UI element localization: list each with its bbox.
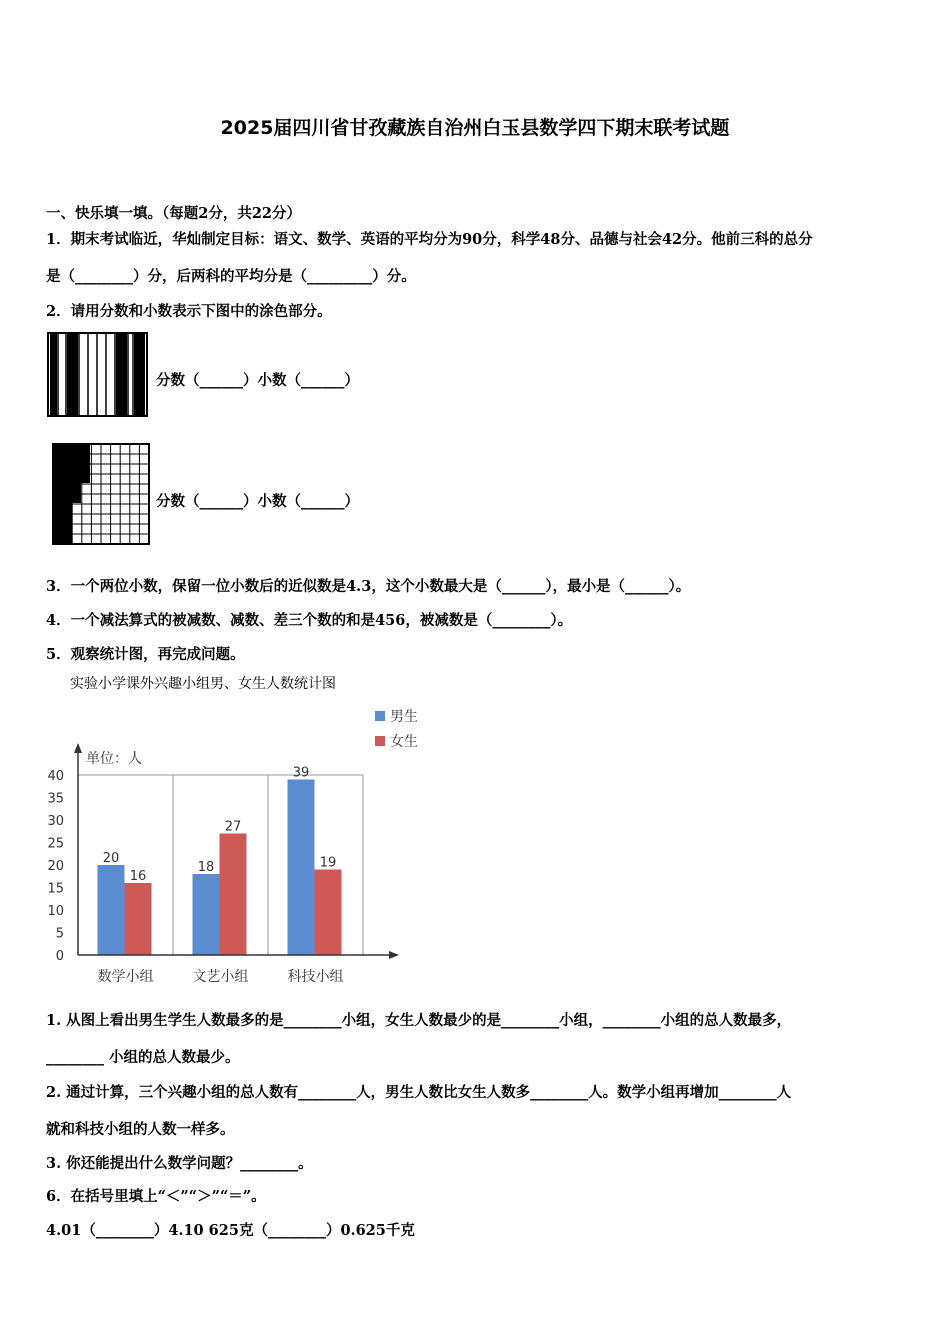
y-tick-label: 40 [47, 769, 64, 784]
question-2-text: 2．请用分数和小数表示下图中的涂色部分。 [46, 303, 332, 320]
legend-swatch [375, 736, 385, 746]
question-5-sub2-line-2: 就和科技小组的人数一样多。 [46, 1121, 235, 1138]
bar-girls [125, 883, 152, 955]
stripe-figure [47, 332, 149, 418]
x-axis-arrow [389, 951, 399, 959]
question-6-items: 4.01（________）4.10 625克（________）0.625千克 [46, 1222, 415, 1239]
bar-boys [193, 874, 220, 955]
question-3: 3．一个两位小数，保留一位小数后的近似数是4.3，这个小数最大是（______），最小是（______）。 [46, 578, 691, 595]
bar-girls [315, 870, 342, 956]
bar-chart [40, 705, 440, 995]
shaded-stripe [116, 334, 127, 415]
bar-value-label: 20 [102, 851, 120, 866]
question-5-sub1-line-1: 1. 从图上看出男生学生人数最多的是________小组，女生人数最少的是________小组，________小组的总人数最多， [46, 1012, 792, 1029]
y-tick-label: 35 [47, 791, 64, 807]
bar-value-label: 16 [129, 869, 147, 884]
question-6-text: 6．在括号里填上“＜”“＞”“＝”。 [46, 1188, 266, 1205]
bar-boys [288, 780, 315, 956]
y-tick-label: 15 [47, 881, 64, 897]
question-5-sub3: 3. 你还能提出什么数学问题？________。 [46, 1155, 313, 1172]
y-tick-label: 25 [47, 836, 64, 852]
bar-value-label: 18 [197, 860, 215, 875]
chart-title: 实验小学课外兴趣小组男、女生人数统计图 [70, 676, 336, 692]
y-axis-arrow [74, 743, 82, 753]
page-title: 2025届四川省甘孜藏族自治州白玉县数学四下期末联考试题 [220, 117, 730, 139]
shaded-stripe [50, 334, 57, 415]
shaded-stripe [134, 334, 145, 415]
bar-value-label: 39 [292, 765, 310, 781]
question-4: 4．一个减法算式的被减数、减数、差三个数的和是456，被减数是（________）。 [46, 612, 573, 629]
grid-figure [52, 443, 150, 545]
y-tick-label: 30 [47, 814, 64, 829]
legend-label: 女生 [390, 734, 418, 750]
question-1-line-1: 1．期末考试临近，华灿制定目标：语文、数学、英语的平均分为90分，科学48分、品德与社会42分。他前三科的总分 [46, 231, 813, 248]
legend-swatch [375, 711, 385, 721]
x-category-label: 文艺小组 [192, 969, 249, 985]
y-tick-label: 10 [47, 904, 64, 919]
y-axis-unit-label: 单位：人 [86, 751, 142, 767]
bar-value-label: 27 [224, 819, 242, 835]
section-heading: 一、快乐填一填。（每题2分，共22分） [46, 205, 302, 222]
x-category-label: 数学小组 [97, 969, 154, 985]
question-5-sub1-line-2: ________ 小组的总人数最少。 [46, 1049, 240, 1066]
question-5-text: 5．观察统计图，再完成问题。 [46, 646, 245, 663]
y-tick-label: 0 [55, 949, 64, 964]
figure-2-caption: 分数（______）小数（______） [156, 493, 359, 510]
x-category-label: 科技小组 [287, 969, 344, 985]
bar-girls [220, 834, 247, 956]
question-1-line-2: 是（________）分，后两科的平均分是（_________）分。 [46, 268, 416, 285]
bar-value-label: 19 [319, 855, 337, 871]
y-tick-label: 5 [55, 926, 64, 942]
bar-boys [98, 865, 125, 955]
figure-1-caption: 分数（______）小数（______） [156, 372, 359, 389]
legend-label: 男生 [390, 709, 418, 725]
shaded-stripe [67, 334, 78, 415]
question-5-sub2-line-1: 2. 通过计算，三个兴趣小组的总人数有________人，男生人数比女生人数多________人。数学小组再增加________人 [46, 1084, 792, 1101]
y-tick-label: 20 [47, 859, 64, 874]
